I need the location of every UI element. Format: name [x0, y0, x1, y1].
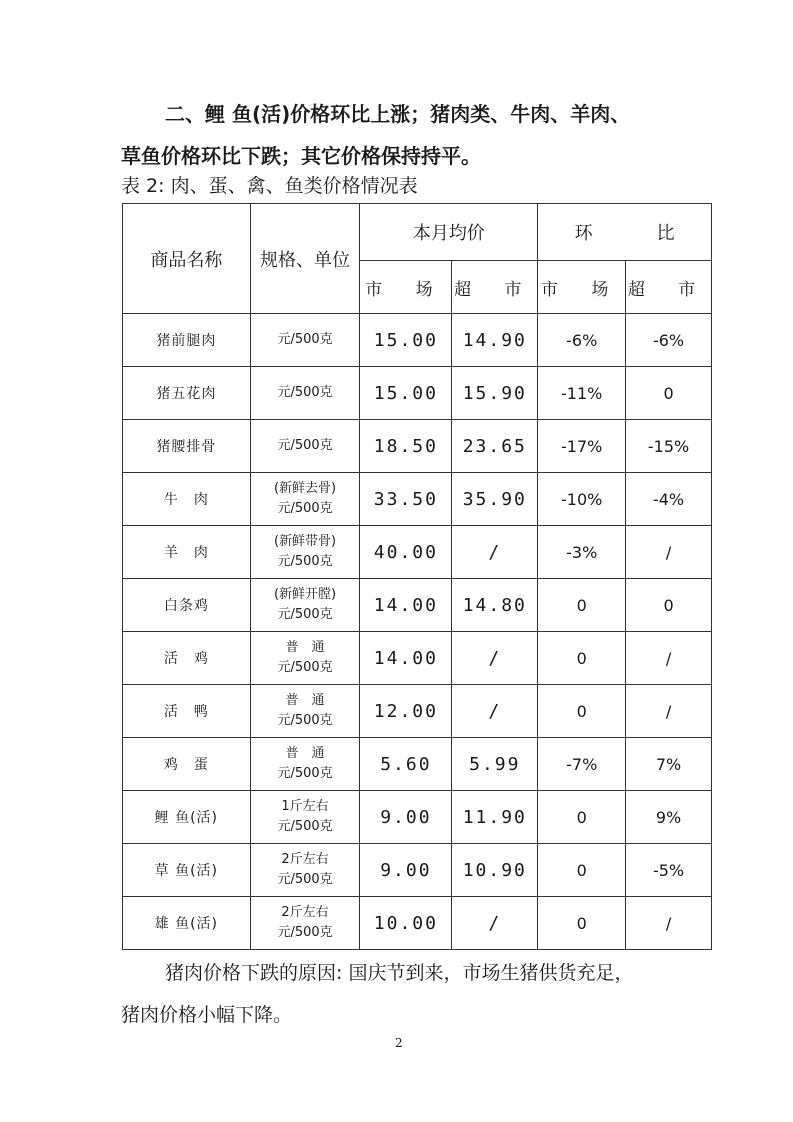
cell-ring-supermarket: 7%: [626, 738, 712, 791]
table-row: [123, 526, 712, 579]
spec-line-2: 元/500克: [277, 660, 333, 675]
cell-avg-supermarket: 11.90: [452, 791, 538, 844]
intro-line-1: 二、鲤 鱼(活)价格环比上涨；猪肉类、牛肉、羊肉、: [165, 102, 631, 126]
cell-avg-market: 10.00: [360, 897, 452, 950]
cell-spec: [250, 579, 360, 632]
table-row: [123, 314, 712, 367]
cell-avg-market: 15.00: [360, 314, 452, 367]
header-ring-left: 环: [574, 223, 593, 244]
spec-line-2: 元/500克: [277, 501, 333, 516]
cell-ring-supermarket: /: [626, 632, 712, 685]
header-avg-price: 本月均价: [360, 204, 538, 261]
cell-avg-market: 40.00: [360, 526, 452, 579]
cell-avg-market: 15.00: [360, 367, 452, 420]
cell-avg-supermarket: 5.99: [452, 738, 538, 791]
spec-line-1: 2斤左右: [281, 852, 329, 867]
cell-ring-supermarket: 0: [626, 367, 712, 420]
cell-ring-market: -6%: [538, 314, 626, 367]
cell-avg-supermarket: 14.80: [452, 579, 538, 632]
table-row: [123, 897, 712, 950]
cell-product-name: 羊 肉: [123, 526, 251, 579]
table-row: [123, 738, 712, 791]
cell-ring-market: 0: [538, 579, 626, 632]
intro-paragraph: [121, 93, 721, 177]
cell-avg-market: 12.00: [360, 685, 452, 738]
spec-line-1: 元/500克: [277, 332, 333, 347]
table-row: [123, 473, 712, 526]
cell-ring-market: -11%: [538, 367, 626, 420]
cell-avg-market: 18.50: [360, 420, 452, 473]
cell-avg-supermarket: 15.90: [452, 367, 538, 420]
cell-spec: [250, 473, 360, 526]
spec-line-2: 元/500克: [277, 766, 333, 781]
cell-avg-supermarket: 35.90: [452, 473, 538, 526]
cell-product-name: 猪腰排骨: [123, 420, 251, 473]
cell-avg-market: 14.00: [360, 579, 452, 632]
header-spec: 规格、单位: [250, 204, 360, 314]
spec-line-2: 元/500克: [277, 819, 333, 834]
cell-avg-market: 33.50: [360, 473, 452, 526]
cell-product-name: 鲤 鱼(活): [123, 791, 251, 844]
cell-spec: [250, 844, 360, 897]
cell-spec: [250, 738, 360, 791]
cell-ring-supermarket: -4%: [626, 473, 712, 526]
cell-product-name: 鸡 蛋: [123, 738, 251, 791]
table-row: [123, 844, 712, 897]
cell-avg-supermarket: /: [452, 632, 538, 685]
cell-avg-market: 5.60: [360, 738, 452, 791]
cell-avg-supermarket: 23.65: [452, 420, 538, 473]
cell-avg-supermarket: 14.90: [452, 314, 538, 367]
header-row-1: [123, 204, 712, 261]
cell-spec: [250, 420, 360, 473]
spec-line-1: 普 通: [285, 746, 325, 761]
spec-line-2: 元/500克: [277, 554, 333, 569]
conclusion-paragraph: [121, 952, 721, 1036]
spec-line-1: 元/500克: [277, 385, 333, 400]
table-row: [123, 367, 712, 420]
cell-ring-market: -7%: [538, 738, 626, 791]
table-caption: 表 2: 肉、蛋、禽、鱼类价格情况表: [121, 175, 418, 197]
intro-line-2: 草鱼价格环比下跌；其它价格保持持平。: [121, 144, 481, 168]
page-number: 2: [395, 1036, 403, 1050]
cell-product-name: 猪前腿肉: [123, 314, 251, 367]
cell-ring-market: -10%: [538, 473, 626, 526]
table-row: [123, 579, 712, 632]
cell-product-name: 白条鸡: [123, 579, 251, 632]
cell-avg-supermarket: /: [452, 526, 538, 579]
spec-line-2: 元/500克: [277, 713, 333, 728]
spec-line-1: 普 通: [285, 640, 325, 655]
header-ring-market: 市 场: [538, 261, 626, 314]
cell-spec: [250, 367, 360, 420]
cell-avg-market: 14.00: [360, 632, 452, 685]
cell-spec: [250, 791, 360, 844]
cell-ring-market: 0: [538, 685, 626, 738]
cell-product-name: 猪五花肉: [123, 367, 251, 420]
cell-ring-supermarket: /: [626, 685, 712, 738]
cell-avg-supermarket: /: [452, 685, 538, 738]
cell-spec: [250, 314, 360, 367]
cell-avg-market: 9.00: [360, 791, 452, 844]
cell-ring-market: 0: [538, 844, 626, 897]
spec-line-1: (新鲜带骨): [273, 534, 337, 549]
cell-ring-market: 0: [538, 632, 626, 685]
cell-ring-supermarket: 0: [626, 579, 712, 632]
cell-ring-supermarket: -15%: [626, 420, 712, 473]
header-ring-supermarket: 超 市: [626, 261, 712, 314]
spec-line-1: 普 通: [285, 693, 325, 708]
spec-line-1: 元/500克: [277, 438, 333, 453]
cell-ring-market: -3%: [538, 526, 626, 579]
spec-line-1: (新鲜开膛): [273, 587, 337, 602]
cell-avg-supermarket: 10.90: [452, 844, 538, 897]
spec-line-2: 元/500克: [277, 872, 333, 887]
spec-line-1: 2斤左右: [281, 905, 329, 920]
header-avg-supermarket: 超 市: [452, 261, 538, 314]
spec-line-1: 1斤左右: [281, 799, 329, 814]
cell-product-name: 雄 鱼(活): [123, 897, 251, 950]
cell-ring-supermarket: /: [626, 526, 712, 579]
cell-ring-supermarket: 9%: [626, 791, 712, 844]
cell-ring-supermarket: /: [626, 897, 712, 950]
conclusion-line-2: 猪肉价格小幅下降。: [121, 1004, 293, 1026]
table-row: [123, 632, 712, 685]
cell-ring-market: 0: [538, 791, 626, 844]
cell-product-name: 活 鸡: [123, 632, 251, 685]
cell-spec: [250, 526, 360, 579]
conclusion-line-1: 猪肉价格下跌的原因: 国庆节到来，市场生猪供货充足，: [165, 962, 634, 984]
cell-spec: [250, 897, 360, 950]
header-avg-market: 市 场: [360, 261, 452, 314]
cell-ring-supermarket: -5%: [626, 844, 712, 897]
spec-line-2: 元/500克: [277, 925, 333, 940]
cell-ring-supermarket: -6%: [626, 314, 712, 367]
table-row: [123, 791, 712, 844]
cell-avg-market: 9.00: [360, 844, 452, 897]
spec-line-1: (新鲜去骨): [273, 481, 337, 496]
header-ring-ratio: [538, 204, 712, 261]
table-row: [123, 685, 712, 738]
cell-avg-supermarket: /: [452, 897, 538, 950]
cell-ring-market: -17%: [538, 420, 626, 473]
table-row: [123, 420, 712, 473]
cell-spec: [250, 685, 360, 738]
header-ring-right: 比: [656, 223, 675, 244]
cell-spec: [250, 632, 360, 685]
header-name: 商品名称: [123, 204, 251, 314]
cell-product-name: 活 鸭: [123, 685, 251, 738]
price-table: [122, 203, 712, 950]
spec-line-2: 元/500克: [277, 607, 333, 622]
cell-ring-market: 0: [538, 897, 626, 950]
cell-product-name: 草 鱼(活): [123, 844, 251, 897]
cell-product-name: 牛 肉: [123, 473, 251, 526]
